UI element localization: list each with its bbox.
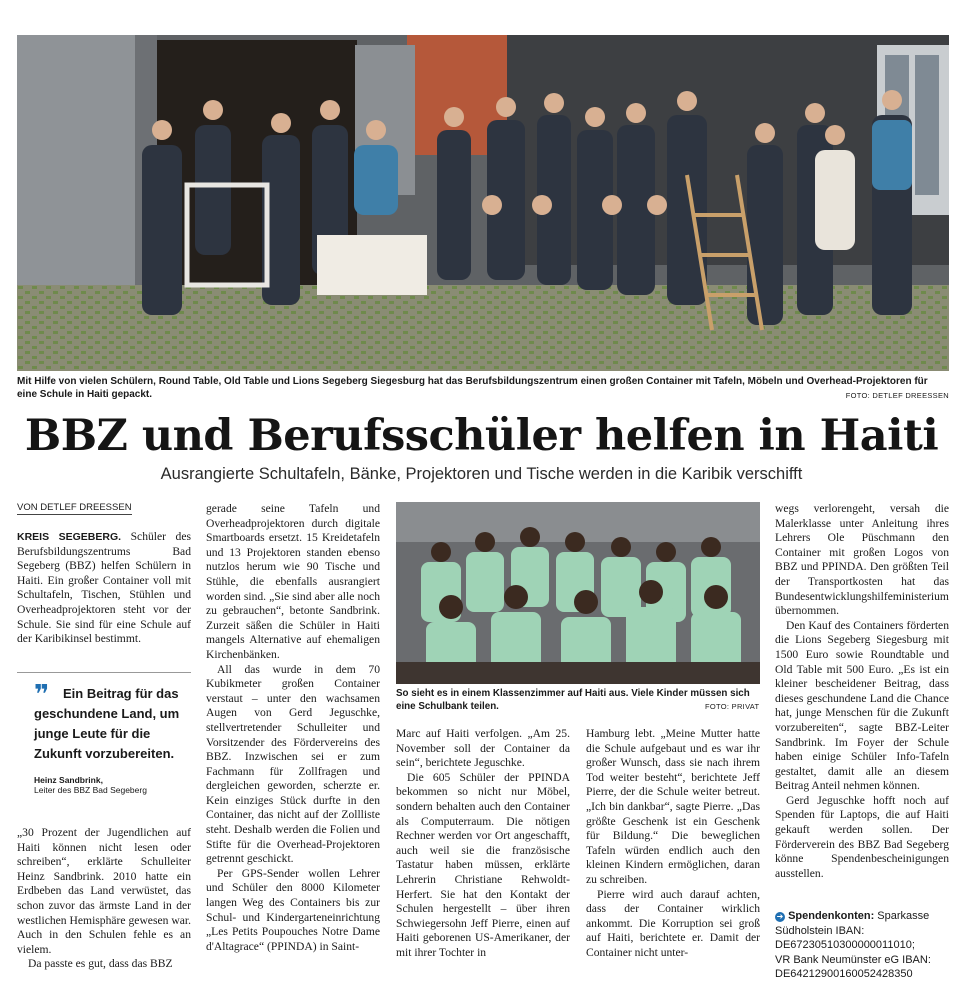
article-col-4: [586, 727, 760, 961]
donation-label: Spendenkonten:: [788, 910, 875, 922]
donation-iban-1: DE67230510300000011010;: [775, 939, 915, 951]
paragraph: Marc auf Haiti verfolgen. „Am 25. November soll der Container da sein“, berichtete Jeguschke.: [396, 727, 570, 770]
paragraph: Gerd Jeguschke hofft noch auf Spenden für Laptops, die auf Haiti gekauft werden sollen. Der Förderverein des BBZ Bad Segeberg könne Spendenbescheinigungen ausstellen.: [775, 793, 949, 880]
donation-line-1: [775, 909, 953, 938]
top-photo-credit: FOTO: DETLEF DREESSEN: [845, 391, 949, 400]
lead-paragraph: Schüler des Berufsbildungszentrums Bad Segeberg (BBZ) helfen Schülern in Haiti. Ein großer Container voll mit Schultafeln, Tischen, Stühlen und Overheadprojektoren steht vor der Schule. Sie sind für eine Schule auf der Karibikinsel bestimmt.: [17, 530, 191, 646]
quote-rule-top: [17, 672, 191, 673]
paragraph: Die 605 Schüler der PPINDA bekommen so nicht nur Möbel, sondern behalten auch den Container als Computerraum. Die nötigen Rechner werden vor Ort angeschafft, auch weil sie die französische Tastatur haben müssen, erklärte Lehrerin Christiane Rehwoldt-Herfert. Sie hat den Kontakt der Schulen hergestellt – über ihren Schwiegersohn Jeff Pierre, einen auf Haiti geborenen US-Amerikaner, der mit ihrer Tochter in: [396, 770, 570, 959]
group-photo-illustration: [17, 35, 949, 371]
paragraph: Da passte es gut, dass das BBZ: [28, 957, 173, 971]
paragraph: Hamburg lebt. „Meine Mutter hatte die Schule aufgebaut und es war ihr großer Wunsch, dass sie nach ihrem Tod weiter besteht“, berichtete Jeff Pierre, der die Schule weiter betreut. „Ich bin dankbar“, sagte Pierre. „Das größte Geschenk ist ein Geschenk für Bildung.“ Die beweglichen Tafeln würden endlich auch den kleinen Kindern ermöglichen, daran zu schreiben.: [586, 727, 760, 886]
classroom-photo-credit: FOTO: PRIVAT: [705, 702, 760, 711]
article-col-2: [206, 502, 380, 954]
paragraph: Den Kauf des Containers förderten die Lions Segeberg Siegesburg mit 1500 Euro sowie Roundtable und Old Table mit 500 Euro. „Es ist ein kleiner bescheidener Beitrag, dass dieses geschundene Land die Chance hat, junge Menschen für die Zukunft vorzubereiten“, sagte BBZ-Leiter Sandbrink. Im Foyer der Schule haben einige Schüler Info-Tafeln gestaltet, damit alle an diesem Beitrag Anteil nehmen können.: [775, 618, 949, 793]
arrow-right-icon: ➔: [776, 912, 784, 921]
paragraph: gerade seine Tafeln und Overheadprojektoren durch digitale Smartboards ersetzt. 15 Kreidetafeln und 13 Projektoren standen ebenso nutzlos herum wie 90 Tische und Stühle, die ebenfalls ausrangiert worden sind. „Sie sind aber alle noch zu gebrauchen“, betonte Sandbrink. Zurzeit säßen die Schüler in Haiti mangels Alternative auf ehemaligen Kirchenbänken.: [206, 502, 380, 661]
quote-author: Heinz Sandbrink,: [34, 775, 103, 785]
subheadline: Ausrangierte Schultafeln, Bänke, Projektoren und Tische werden in die Karibik verschifft: [160, 465, 803, 483]
donation-bank-2: VR Bank Neumünster eG IBAN:: [775, 953, 931, 966]
quote-mark-icon: ❞: [34, 680, 50, 710]
article-col-3: [396, 727, 570, 961]
quote-author-role: Leiter des BBZ Bad Segeberg: [34, 785, 147, 795]
paragraph: Pierre wird auch darauf achten, dass der Container wirklich ankommt. Die Korruption sei groß auf Haiti, berichtete er. Damit der Container nicht unter-: [586, 887, 760, 959]
classroom-photo-caption: So sieht es in einem Klassenzimmer auf Haiti aus. Viele Kinder müssen sich eine Schulbank teilen.: [396, 688, 750, 712]
pull-quote: [34, 680, 194, 795]
byline: VON DETLEF DREESSEN: [17, 502, 132, 513]
donation-info: [775, 909, 953, 982]
article-col-1-lead: [17, 530, 191, 647]
paragraph: Per GPS-Sender wollen Lehrer und Schüler den 8000 Kilometer langen Weg des Containers bis zur Schul- und Kindergarteneinrichtung „Les Petits Poupouches Notre Dame d'Altagrace“ (PPINDA) in Saint-: [206, 866, 380, 953]
top-photo: [17, 35, 949, 371]
paragraph: wegs verlorengeht, versah die Malerklasse unter Anleitung ihres Lehrers Ole Püschmann den Container mit großen Logos von BBZ und PPINDA. Den größten Teil der Transportkosten hat das Bundesentwicklungshilfeministerium übernommen.: [775, 502, 949, 618]
paragraph: „30 Prozent der Jugendlichen auf Haiti können nicht lesen oder schreiben“, erklärte Schulleiter Heinz Sandbrink. 2010 hatte ein Erdbeben das Land verwüstet, das schon zuvor das ärmste Land in der westlichen Hemisphäre gewesen war. Auch in den Schulen fehle es an vielem.: [17, 826, 191, 956]
donation-iban-2: DE64212900160052428350: [775, 968, 913, 980]
classroom-illustration: [396, 502, 760, 684]
donation-bank-1: Sparkasse Südholstein IBAN:: [775, 910, 930, 937]
top-photo-caption: Mit Hilfe von vielen Schülern, Round Table, Old Table und Lions Segeberg Siegesburg hat das Berufsbildungszentrum einen großen Container mit Tafeln, Möbeln und Overhead-Projektoren für eine Schule in Haiti gepackt.: [17, 376, 928, 400]
quote-text: Ein Beitrag für das geschundene Land, um junge Leute für die Zukunft vorzubereiten.: [34, 686, 180, 761]
headline: BBZ und Berufsschüler helfen in Haiti: [24, 411, 939, 461]
article-col-1: [17, 826, 191, 972]
article-col-5: [775, 502, 949, 881]
dateline: KREIS SEGEBERG.: [17, 531, 122, 543]
classroom-photo: [396, 502, 760, 684]
paragraph: All das wurde in dem 70 Kubikmeter großen Container verstaut – unter den wachsamen Augen von Gerd Jeguschke, stellvertretender Schulleiter und Vorsitzender des Fördervereins des BBZ. Inzwischen sei er zum Fachmann für Zollfragen und dergleichen geworden, scherzte er. Kein einziges Stück durfte in den Container, das nicht auf der Zollliste steht. Deshalb werden die Folien und Stifte für die Overhead-Projektoren getrennt geschickt.: [206, 662, 380, 866]
